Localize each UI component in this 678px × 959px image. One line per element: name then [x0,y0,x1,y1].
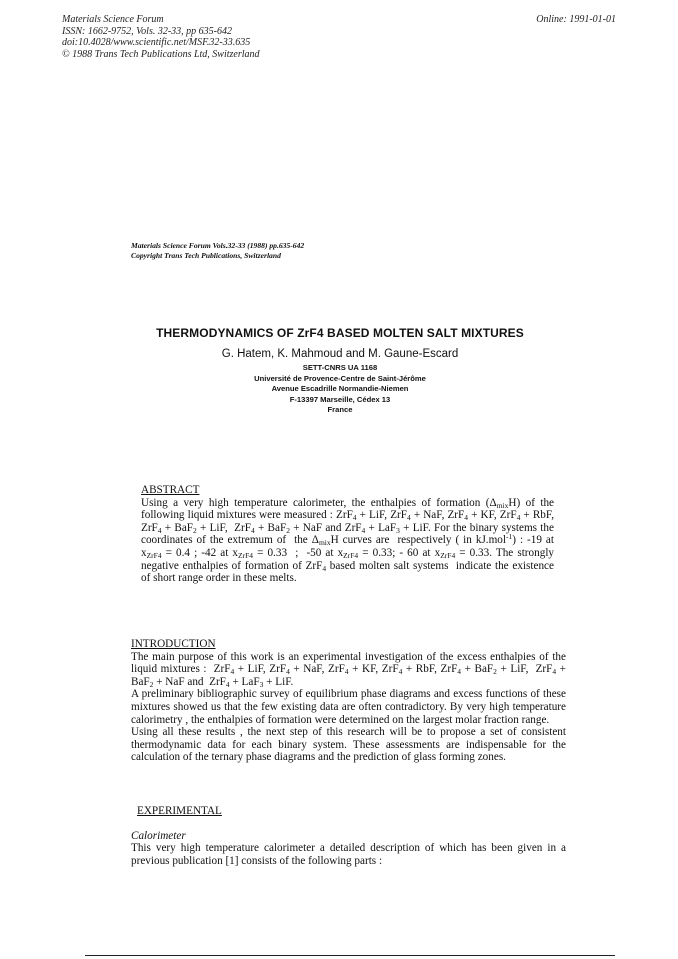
citation-line-2: Copyright Trans Tech Publications, Switzerland [131,251,281,260]
paper-authors: G. Hatem, K. Mahmoud and M. Gaune-Escard [221,348,459,360]
experimental-section [131,805,566,867]
introduction-section [131,638,566,764]
source-citation [131,241,304,261]
journal-name: Materials Science Forum [62,14,164,25]
affiliation-line: SETT-CNRS UA 1168 [302,363,378,372]
calorimeter-text: This very high temperature calorimeter a detailed description of which has been given in a previous publication [1] consists of the following parts : [131,842,566,867]
affiliation-block [100,363,580,416]
online-date: Online: 1991-01-01 [536,14,616,25]
affiliation-line: Avenue Escadrille Normandie-Niemen [271,384,409,393]
calorimeter-subheading: Calorimeter [131,829,186,842]
introduction-paragraph: A preliminary bibliographic survey of equilibrium phase diagrams and excess functions of these mixtures showed us that the few existing data are often contradictory. By very high temperature calorimetry , the enthalpies of formation were determined on the largest molar fraction range. [131,688,566,726]
citation-line-1: Materials Science Forum Vols.32-33 (1988) pp.635-642 [131,241,305,250]
bottom-rule [85,955,615,956]
abstract-text: Using a very high temperature calorimeter, the enthalpies of formation $(\Delta_{mix}H)$ of the following liquid mixtures were measured : ZrF$_4$ + LiF, ZrF$_4$ + NaF, ZrF$_4$ + KF, ZrF$_4$ + RbF, ZrF$_4$ + BaF$_2$ + LiF, ZrF$_4$ + BaF$_2$ + NaF and ZrF$_4$ + LaF$_3$ + LiF. For the binary systems the coordinates of the extremum of the $\Delta_{mix}H$ curves are respectively ( in kJ.mol$^{-1}$) : -19 at $x_{ZrF4} = 0.4$ ; -42 at $x_{ZrF4} = 0.33$ ; -50 at $x_{ZrF4} = 0.33$; - 60 at $x_{ZrF4} = 0.33$. The strongly negative enthalpies of formation of ZrF$_4$ based molten salt systems indicate the existence of short range order in these melts. [141,496,555,585]
paper-title: THERMODYNAMICS OF ZrF4 BASED MOLTEN SALT MIXTURES [156,326,524,340]
introduction-heading: INTRODUCTION [131,638,216,650]
issn-line: ISSN: 1662-9752, Vols. 32-33, pp 635-642 [62,25,232,37]
abstract-section [141,484,554,585]
journal-header [62,14,260,60]
abstract-heading: ABSTRACT [141,484,200,496]
copyright-line: © 1988 Trans Tech Publications Ltd, Switzerland [62,48,260,60]
affiliation-line: F-13397 Marseille, Cédex 13 [289,394,391,404]
doi-line: doi:10.4028/www.scientific.net/MSF.32-33.635 [62,37,251,48]
introduction-paragraph: Using all these results , the next step of this research will be to propose a set of consistent thermodynamic data for each binary system. These assessments are indispensable for the calculation of the ternary phase diagrams and the prediction of glass forming zones. [131,726,566,764]
introduction-paragraph: The main purpose of this work is an experimental investigation of the excess enthalpies of the liquid mixtures : ZrF$_4$ + LiF, ZrF$_4$ + NaF, ZrF$_4$ + KF, ZrF$_4$ + RbF, ZrF$_4$ + BaF$_2$ + LiF, ZrF$_4$ + BaF$_2$ + NaF and ZrF$_4$ + LaF$_3$ + LiF. [131,650,566,689]
experimental-heading: EXPERIMENTAL [137,805,222,817]
affiliation-line: France [327,405,353,414]
affiliation-line: Université de Provence-Centre de Saint-Jérôme [254,373,426,383]
title-block [100,326,580,416]
